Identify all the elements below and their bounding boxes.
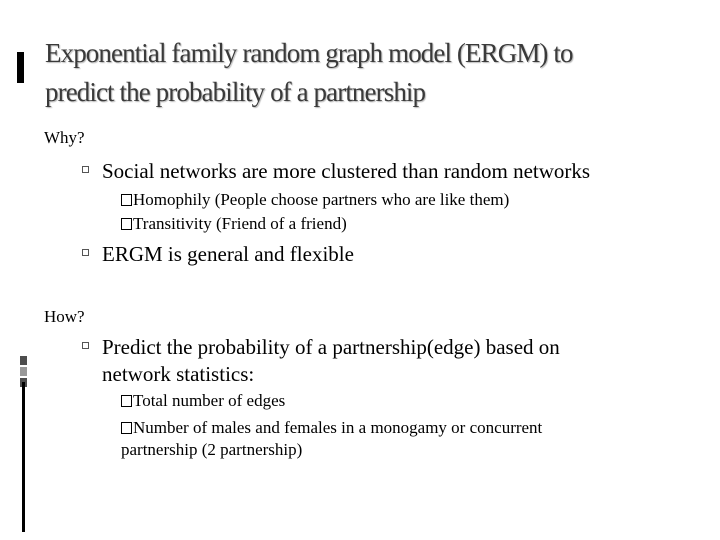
why-bullet-ergm-flexible-text: ERGM is general and flexible — [102, 242, 354, 266]
missing-glyph-box-icon — [121, 218, 132, 230]
hollow-square-bullet-icon — [82, 166, 89, 173]
missing-glyph-box-icon — [121, 422, 132, 434]
how-label: How? — [44, 307, 85, 326]
why-bullet-clustered-text: Social networks are more clustered than random networks — [102, 159, 591, 183]
how-sub-males-females-cont — [121, 439, 302, 461]
hollow-square-bullet-icon — [82, 342, 89, 349]
how-bullet-predict-line-2: network statistics: — [102, 362, 255, 386]
why-label: Why? — [44, 128, 85, 147]
how-sub-total-edges — [121, 390, 285, 412]
how-sub-males-females-line-1: Number of males and females in a monogamy or concurrent — [133, 418, 543, 437]
side-accent-segment — [20, 356, 27, 365]
slide-title — [45, 34, 685, 112]
how-bullet-predict-line-1: Predict the probability of a partnership(edge) based on — [102, 335, 560, 359]
side-accent-segment — [20, 367, 27, 376]
missing-glyph-box-icon — [121, 194, 132, 206]
how-sub-males-females-line-2: partnership (2 partnership) — [121, 440, 303, 459]
slide-title-line-1: Exponential family random graph model (ERGM) to — [45, 38, 573, 68]
why-sub-homophily-text: Homophily (People choose partners who are like them) — [133, 190, 510, 209]
side-accent-rule — [22, 382, 25, 532]
slide-title-line-2: predict the probability of a partnership — [45, 77, 426, 107]
why-sub-transitivity — [121, 213, 347, 235]
why-sub-transitivity-text: Transitivity (Friend of a friend) — [133, 214, 347, 233]
title-accent-bar — [17, 52, 24, 83]
missing-glyph-box-icon — [121, 395, 132, 407]
how-sub-males-females — [121, 417, 542, 439]
why-sub-homophily — [121, 189, 509, 211]
how-sub-total-edges-text: Total number of edges — [133, 391, 286, 410]
hollow-square-bullet-icon — [82, 249, 89, 256]
